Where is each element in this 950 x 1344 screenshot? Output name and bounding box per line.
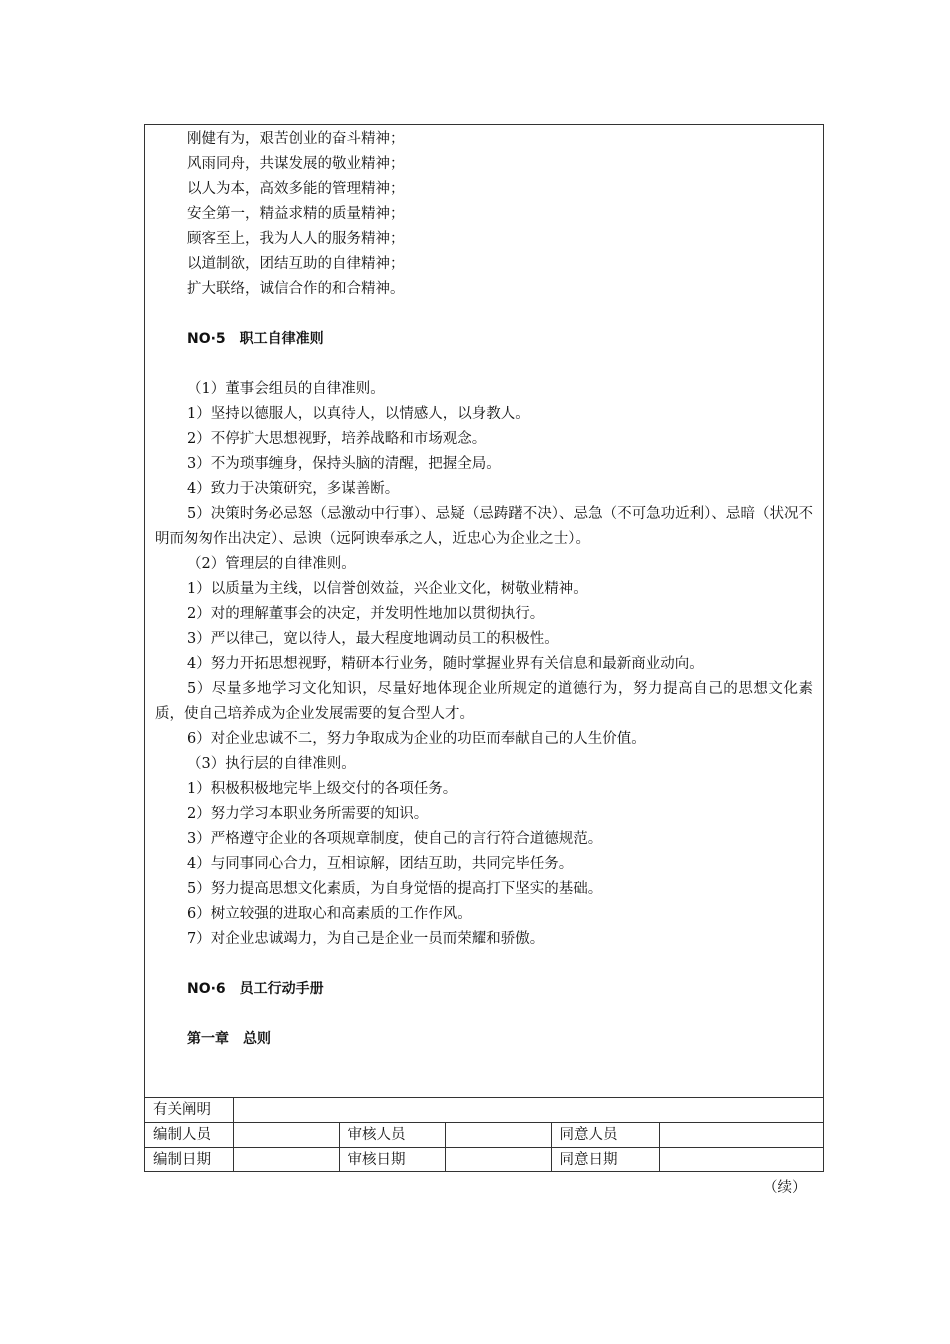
spirit-line: 风雨同舟，共谋发展的敬业精神； [187, 156, 405, 172]
spirit-line: 安全第一，精益求精的质量精神； [187, 206, 405, 222]
rule-item: 3）严格遵守企业的各项规章制度，使自己的言行符合道德规范。 [187, 831, 603, 847]
section-heading-no5: NO·5 职工自律准则 [187, 331, 324, 347]
rule-item: 2）对的理解董事会的决定，并发明性地加以贯彻执行。 [187, 606, 545, 622]
rule-item: 5）努力提高思想文化素质，为自身觉悟的提高打下坚实的基础。 [187, 881, 603, 897]
rule-item: 5）决策时务必忌怒（忌激动中行事）、忌疑（忌踌躇不决）、忌急（不可急功近利）、忌暗（状况不明而匆匆作出决定）、忌谀（远阿谀奉承之人，近忠心为企业之士）。 [155, 506, 813, 547]
compile-date-label: 编制日期 [145, 1148, 233, 1173]
rule-item: 1）积极积极地完毕上级交付的各项任务。 [187, 781, 458, 797]
document-body [145, 125, 823, 1097]
spirit-line: 以道制欲，团结互助的自律精神； [187, 256, 405, 272]
compile-date-value [233, 1148, 339, 1173]
continued-note: （续） [763, 1180, 807, 1196]
approve-date-value [659, 1148, 823, 1173]
approval-table [145, 1097, 823, 1172]
rule-item: 2）努力学习本职业务所需要的知识。 [187, 806, 429, 822]
review-date-label: 审核日期 [339, 1148, 445, 1173]
spirit-line: 扩大联络，诚信合作的和合精神。 [187, 281, 405, 297]
rule-item: 1）以质量为主线，以信誉创效益，兴企业文化，树敬业精神。 [187, 581, 588, 597]
subsection-title-board: （1）董事会组员的自律准则。 [187, 381, 385, 397]
rule-item: 6）对企业忠诚不二，努力争取成为企业的功臣而奉献自己的人生价值。 [187, 731, 646, 747]
approver-value [659, 1123, 823, 1148]
related-label: 有关阐明 [145, 1098, 233, 1123]
rule-item: 4）与同事同心合力，互相谅解，团结互助，共同完毕任务。 [187, 856, 574, 872]
reviewer-label: 审核人员 [339, 1123, 445, 1148]
rule-item: 1）坚持以德服人，以真待人，以情感人，以身教人。 [187, 406, 530, 422]
rule-item: 2）不停扩大思想视野，培养战略和市场观念。 [187, 431, 487, 447]
compiler-value [233, 1123, 339, 1148]
section-heading-no6: NO·6 员工行动手册 [187, 981, 324, 997]
approve-date-label: 同意日期 [551, 1148, 659, 1173]
rule-item: 3）不为琐事缠身，保持头脑的清醒，把握全局。 [187, 456, 501, 472]
review-date-value [445, 1148, 551, 1173]
rule-item: 5）尽量多地学习文化知识，尽量好地体现企业所规定的道德行为，努力提高自己的思想文化素质，使自己培养成为企业发展需要的复合型人才。 [155, 681, 813, 722]
rule-item: 7）对企业忠诚竭力，为自己是企业一员而荣耀和骄傲。 [187, 931, 545, 947]
spirit-line: 刚健有为，艰苦创业的奋斗精神； [187, 131, 405, 147]
compiler-label: 编制人员 [145, 1123, 233, 1148]
reviewer-value [445, 1123, 551, 1148]
subsection-title-management: （2）管理层的自律准则。 [187, 556, 356, 572]
spirit-line: 以人为本，高效多能的管理精神； [187, 181, 405, 197]
rule-item: 6）树立较强的进取心和高素质的工作作风。 [187, 906, 472, 922]
approver-label: 同意人员 [551, 1123, 659, 1148]
related-value [233, 1098, 823, 1123]
rule-item: 3）严以律己，宽以待人，最大程度地调动员工的积极性。 [187, 631, 559, 647]
rule-item: 4）致力于决策研究，多谋善断。 [187, 481, 400, 497]
document-frame [144, 124, 824, 1172]
subsection-title-execution: （3）执行层的自律准则。 [187, 756, 356, 772]
spirit-line: 顾客至上，我为人人的服务精神； [187, 231, 405, 247]
chapter-heading: 第一章 总则 [187, 1031, 271, 1047]
rule-item: 4）努力开拓思想视野，精研本行业务，随时掌握业界有关信息和最新商业动向。 [187, 656, 704, 672]
